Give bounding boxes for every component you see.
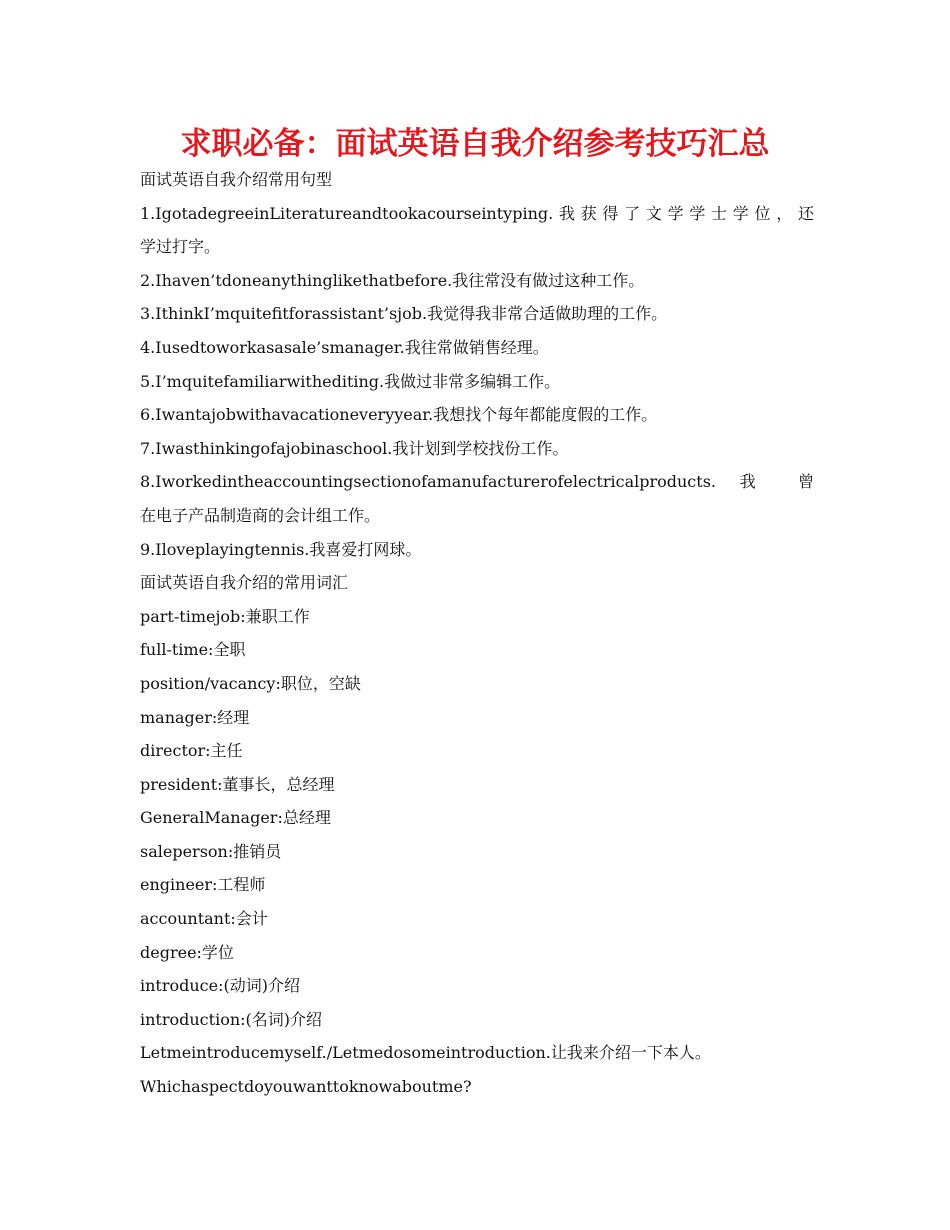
vocabulary-line: introduction:(名词)介绍 <box>140 1009 323 1029</box>
phrase-line: Letmeintroducemyself./Letmedosomeintroduction.让我来介绍一下本人。 <box>140 1043 711 1063</box>
vocabulary-line: director:主任 <box>140 741 243 761</box>
vocabulary-line: engineer:工程师 <box>140 875 266 895</box>
vocabulary-line: GeneralManager:总经理 <box>140 808 331 828</box>
sentence-line: 3.IthinkI’mquitefitforassistant’sjob.我觉得我非常合适做助理的工作。 <box>140 304 668 324</box>
section-heading-sentences: 面试英语自我介绍常用句型 <box>140 170 333 189</box>
vocabulary-line: degree:学位 <box>140 942 234 962</box>
vocabulary-line: position/vacancy:职位，空缺 <box>140 673 361 693</box>
sentence-line: 8.Iworkedintheaccountingsectionofamanufacturerofelectricalproducts. 我 曾 <box>140 472 814 492</box>
sentence-line: 9.Iloveplayingtennis.我喜爱打网球。 <box>140 539 422 559</box>
sentence-line: 7.Iwasthinkingofajobinaschool.我计划到学校找份工作。 <box>140 438 569 458</box>
sentence-line: 1.IgotadegreeinLiteratureandtookacourseintyping.我获得了文学学士学位，还 <box>140 203 814 223</box>
sentence-line: 2.Ihaven’tdoneanythinglikethatbefore.我往常没有做过这种工作。 <box>140 270 645 290</box>
vocabulary-line: president:董事长，总经理 <box>140 774 335 794</box>
document-body <box>140 163 814 1104</box>
sentence-line: 5.I’mquitefamiliarwithediting.我做过非常多编辑工作。 <box>140 371 561 391</box>
sentence-line: 6.Iwantajobwithavacationeveryyear.我想找个每年都能度假的工作。 <box>140 405 658 425</box>
sentence-line: 在电子产品制造商的会计组工作。 <box>140 505 381 525</box>
document-title: 求职必备：面试英语自我介绍参考技巧汇总 <box>180 126 770 162</box>
sentence-line: 学过打字。 <box>140 237 221 257</box>
vocabulary-line: introduce:(动词)介绍 <box>140 976 300 996</box>
phrase-line: Whichaspectdoyouwanttoknowaboutme? <box>140 1077 472 1097</box>
vocabulary-line: accountant:会计 <box>140 909 268 929</box>
vocabulary-line: part-timejob:兼职工作 <box>140 606 310 626</box>
section-heading-vocabulary: 面试英语自我介绍的常用词汇 <box>140 573 349 593</box>
vocabulary-line: manager:经理 <box>140 707 250 727</box>
sentence-line: 4.Iusedtoworkasasale’smanager.我往常做销售经理。 <box>140 337 549 357</box>
vocabulary-line: full-time:全职 <box>140 640 246 660</box>
vocabulary-line: saleperson:推销员 <box>140 841 282 861</box>
